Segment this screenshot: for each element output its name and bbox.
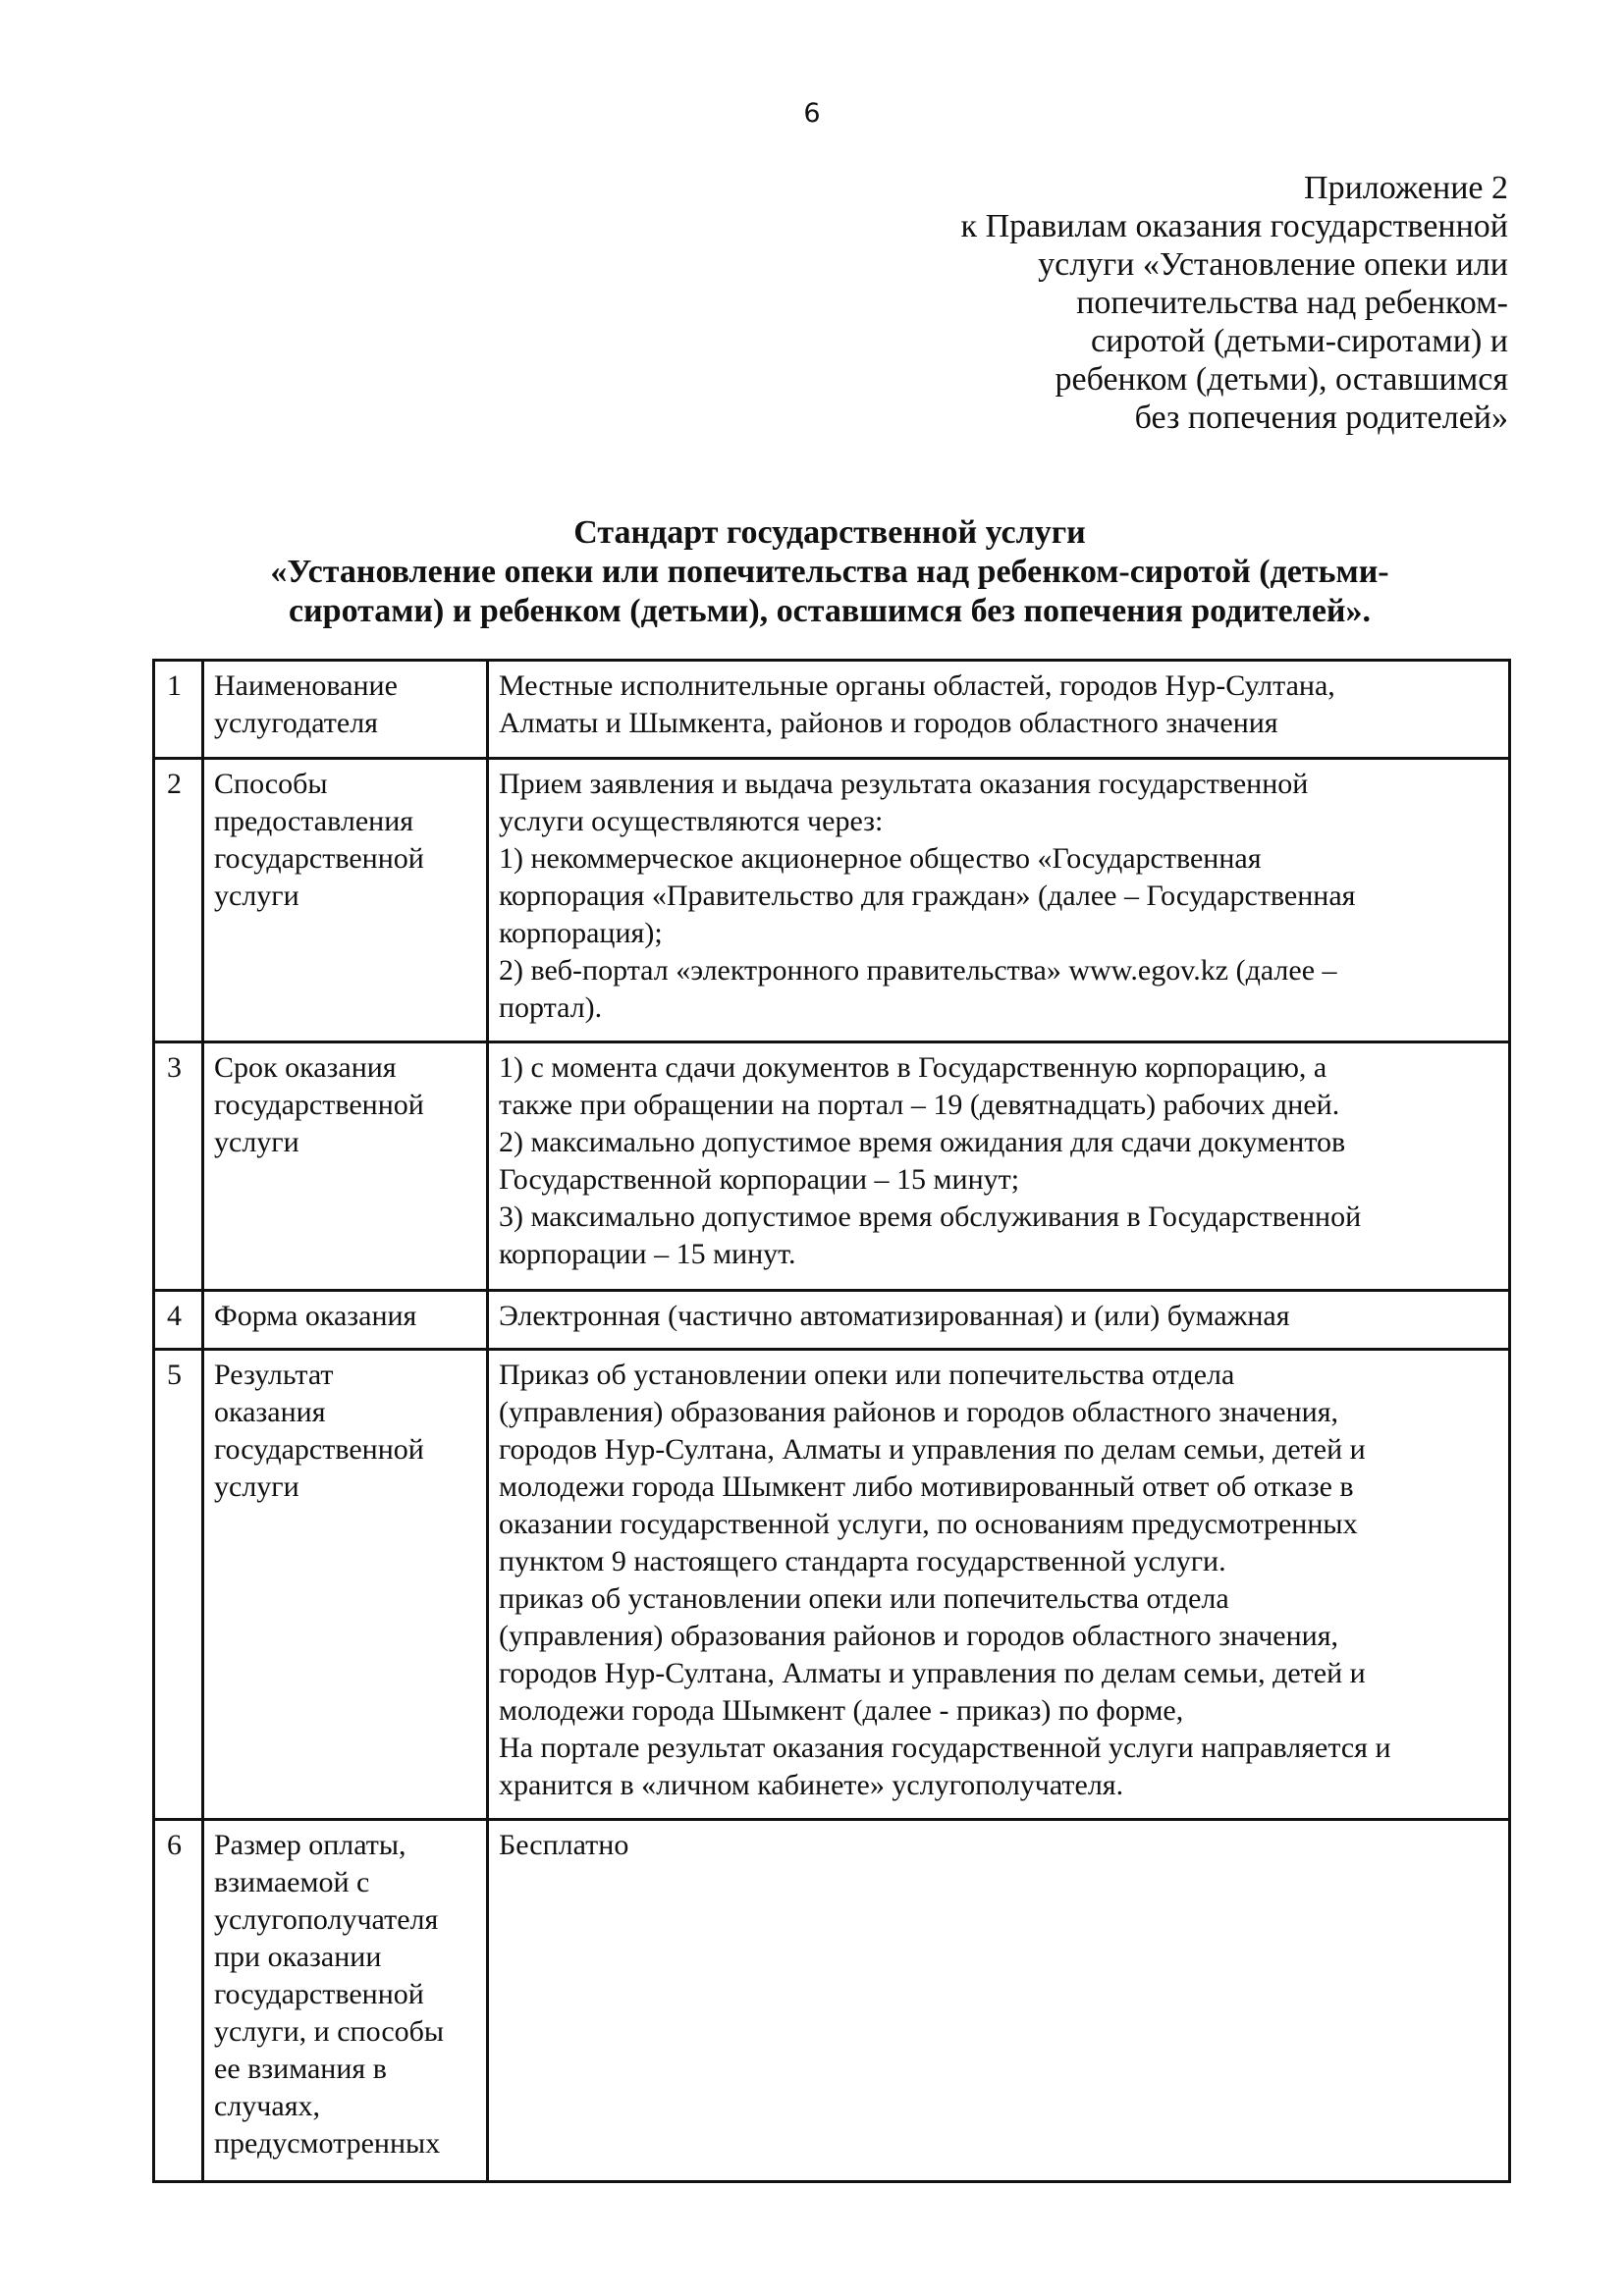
value-line: портал). bbox=[499, 991, 603, 1024]
row-value bbox=[488, 1350, 1510, 1820]
label-line: государственной bbox=[214, 1978, 424, 2010]
value-line: корпорация); bbox=[499, 917, 663, 949]
label-line: при оказании bbox=[214, 1941, 382, 1973]
row-label bbox=[203, 759, 488, 1042]
label-line: услуги, и способы bbox=[214, 2015, 445, 2048]
row-value bbox=[488, 1042, 1510, 1291]
appendix-line: сиротой (детьми-сиротами) и bbox=[1091, 323, 1508, 359]
service-standard-table bbox=[152, 659, 1511, 2183]
label-line: услуги bbox=[214, 1126, 299, 1158]
value-line: молодежи города Шымкент (далее - приказ) по форме, bbox=[499, 1694, 1184, 1727]
table-row bbox=[154, 1820, 1510, 2182]
label-line: ее взимания в bbox=[214, 2053, 387, 2085]
table-row bbox=[154, 661, 1510, 759]
appendix-line: услуги «Установление опеки или bbox=[1038, 246, 1508, 283]
label-line: услугополучателя bbox=[214, 1903, 439, 1936]
label-line: услугодателя bbox=[214, 707, 378, 739]
row-label bbox=[203, 1291, 488, 1350]
value-line: корпорации – 15 минут. bbox=[499, 1238, 796, 1270]
appendix-header bbox=[961, 169, 1508, 437]
label-line: случаях, bbox=[214, 2090, 320, 2122]
value-line: корпорация «Правительство для граждан» (далее – Государственная bbox=[499, 880, 1356, 912]
value-line: Приказ об установлении опеки или попечительства отдела bbox=[499, 1359, 1235, 1391]
label-line: предоставления bbox=[214, 805, 414, 837]
row-value bbox=[488, 661, 1510, 759]
label-line: Результат bbox=[214, 1359, 334, 1391]
value-line: 1) с момента сдачи документов в Государственную корпорацию, а bbox=[499, 1051, 1327, 1084]
label-line: государственной bbox=[214, 842, 424, 875]
row-label bbox=[203, 661, 488, 759]
label-line: Срок оказания bbox=[214, 1051, 397, 1084]
value-line: Электронная (частично автоматизированная) и (или) бумажная bbox=[499, 1300, 1290, 1332]
label-line: государственной bbox=[214, 1433, 424, 1466]
label-line: предусмотренных bbox=[214, 2127, 441, 2160]
row-label bbox=[203, 1350, 488, 1820]
row-number: 4 bbox=[154, 1291, 203, 1350]
row-value bbox=[488, 1820, 1510, 2182]
value-line: 3) максимально допустимое время обслуживания в Государственной bbox=[499, 1201, 1362, 1233]
row-number: 1 bbox=[154, 661, 203, 759]
value-line: (управления) образования районов и городов областного значения, bbox=[499, 1396, 1338, 1428]
page-number: 6 bbox=[803, 98, 821, 129]
value-line: Алматы и Шымкента, районов и городов областного значения bbox=[499, 707, 1278, 739]
label-line: услуги bbox=[214, 1470, 299, 1503]
value-line: Местные исполнительные органы областей, городов Нур-Султана, bbox=[499, 669, 1335, 702]
value-line: 2) веб-портал «электронного правительства» www.egov.kz (далее – bbox=[499, 954, 1337, 987]
value-line: (управления) образования районов и городов областного значения, bbox=[499, 1620, 1338, 1652]
value-line: 2) максимально допустимое время ожидания для сдачи документов bbox=[499, 1126, 1346, 1158]
value-line: 1) некоммерческое акционерное общество «Государственная bbox=[499, 842, 1262, 875]
value-line: хранится в «личном кабинете» услугополучателя. bbox=[499, 1769, 1124, 1801]
label-line: государственной bbox=[214, 1089, 424, 1121]
value-line: приказ об установлении опеки или попечительства отдела bbox=[499, 1582, 1229, 1615]
row-value bbox=[488, 759, 1510, 1042]
value-line: услуги осуществляются через: bbox=[499, 805, 884, 837]
row-number: 5 bbox=[154, 1350, 203, 1820]
appendix-line: к Правилам оказания государственной bbox=[960, 208, 1508, 244]
label-line: услуги bbox=[214, 880, 299, 912]
value-line: Прием заявления и выдача результата оказания государственной bbox=[499, 768, 1309, 800]
label-line: Способы bbox=[214, 768, 328, 800]
row-value bbox=[488, 1291, 1510, 1350]
table-row bbox=[154, 1042, 1510, 1291]
label-line: Наименование bbox=[214, 669, 398, 702]
document-title bbox=[152, 513, 1507, 631]
value-line: Государственной корпорации – 15 минут; bbox=[499, 1163, 1020, 1196]
row-number: 2 bbox=[154, 759, 203, 1042]
value-line: молодежи города Шымкент либо мотивированный ответ об отказе в bbox=[499, 1470, 1354, 1503]
appendix-line: попечительства над ребенком- bbox=[1076, 285, 1508, 321]
label-line: Размер оплаты, bbox=[214, 1829, 406, 1861]
value-line: На портале результат оказания государственной услуги направляется и bbox=[499, 1732, 1391, 1764]
appendix-line: Приложение 2 bbox=[1304, 170, 1508, 206]
row-label bbox=[203, 1042, 488, 1291]
label-line: взимаемой с bbox=[214, 1866, 370, 1898]
row-number: 6 bbox=[154, 1820, 203, 2182]
title-line: сиротами) и ребенком (детьми), оставшимся без попечения родителей». bbox=[288, 593, 1371, 629]
value-line: оказании государственной услуги, по основаниям предусмотренных bbox=[499, 1508, 1358, 1540]
appendix-line: без попечения родителей» bbox=[1134, 400, 1508, 436]
value-line: также при обращении на портал – 19 (девятнадцать) рабочих дней. bbox=[499, 1089, 1340, 1121]
label-line: оказания bbox=[214, 1396, 326, 1428]
title-line: «Установление опеки или попечительства над ребенком-сиротой (детьми- bbox=[270, 554, 1389, 590]
value-line: пунктом 9 настоящего стандарта государственной услуги. bbox=[499, 1545, 1226, 1577]
table-row bbox=[154, 1291, 1510, 1350]
table-row bbox=[154, 1350, 1510, 1820]
appendix-line: ребенком (детьми), оставшимся bbox=[1055, 361, 1508, 398]
row-number: 3 bbox=[154, 1042, 203, 1291]
title-line: Стандарт государственной услуги bbox=[573, 514, 1086, 551]
value-line: городов Нур-Султана, Алматы и управления по делам семьи, детей и bbox=[499, 1657, 1366, 1689]
row-label bbox=[203, 1820, 488, 2182]
value-line: Бесплатно bbox=[499, 1829, 629, 1861]
table-row bbox=[154, 759, 1510, 1042]
value-line: городов Нур-Султана, Алматы и управления по делам семьи, детей и bbox=[499, 1433, 1366, 1466]
label-line: Форма оказания bbox=[214, 1300, 417, 1332]
